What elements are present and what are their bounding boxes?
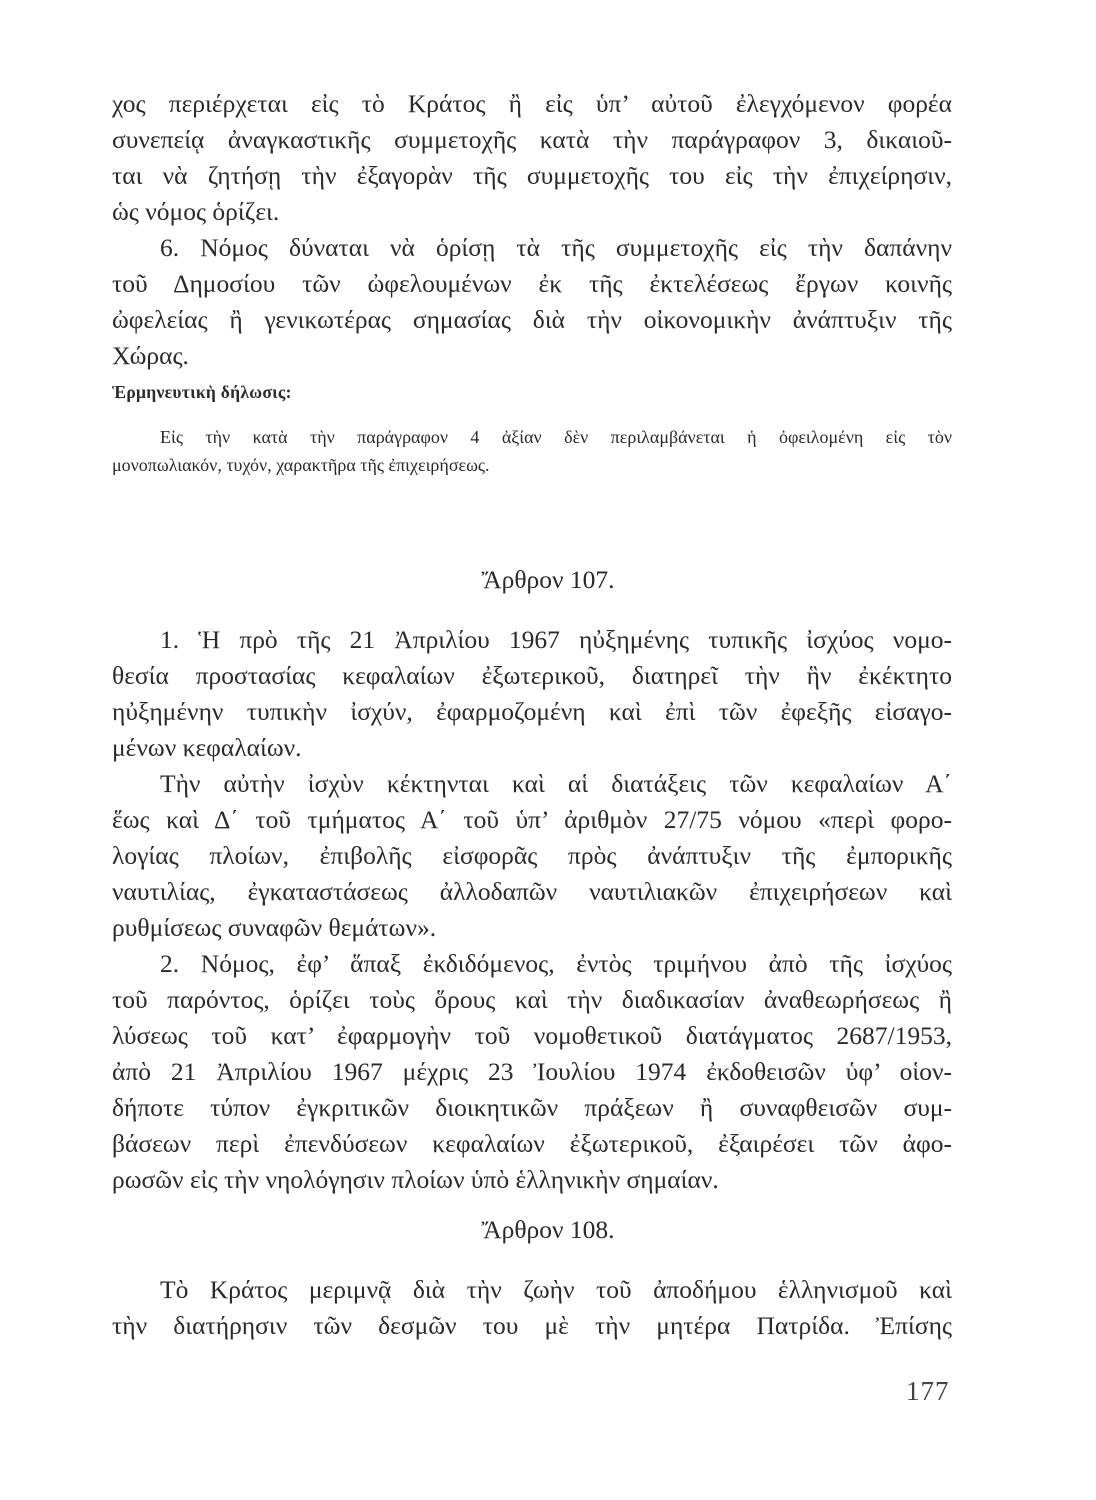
text-line: 2. Νόμος, ἐφ’ ἅπαξ ἐκδιδόμενος, ἐντὸς τριμήνου ἀπὸ τῆς ἰσχύος [160, 949, 952, 978]
text-line: 1. Ἡ πρὸ τῆς 21 Ἀπριλίου 1967 ηὐξημένης τυπικῆς ἰσχύος νομο- [160, 625, 952, 654]
text-line: ἀπὸ 21 Ἀπριλίου 1967 μέχρις 23 Ἰουλίου 1974 ἐκδοθεισῶν ὑφ’ οἱον- [112, 1057, 952, 1086]
text-line: δήποτε τύπον ἐγκριτικῶν διοικητικῶν πράξεων ἢ συναφθεισῶν συμ- [112, 1093, 952, 1122]
text-line: ναυτιλίας, ἐγκαταστάσεως ἀλλοδαπῶν ναυτιλιακῶν ἐπιχειρήσεων καὶ [112, 877, 952, 906]
text-line: Τὸ Κράτος μεριμνᾷ διὰ τὴν ζωὴν τοῦ ἀποδήμου ἑλληνισμοῦ καὶ [160, 1275, 952, 1304]
text-line: ὠφελείας ἢ γενικωτέρας σημασίας διὰ τὴν οἰκονομικὴν ἀνάπτυξιν τῆς [112, 305, 952, 334]
interpretive-note-heading: Ἑρμηνευτικὴ δήλωσις: [112, 382, 292, 402]
text-line: τοῦ παρόντος, ὁρίζει τοὺς ὅρους καὶ τὴν διαδικασίαν ἀναθεωρήσεως ἢ [112, 985, 952, 1014]
text-line: λύσεως τοῦ κατ’ ἐφαρμογὴν τοῦ νομοθετικοῦ διατάγματος 2687/1953, [112, 1021, 952, 1050]
article-107-title: Ἄρθρον 107. [481, 565, 615, 594]
text-line: ἕως καὶ Δ΄ τοῦ τμήματος Α΄ τοῦ ὑπ’ ἀριθμὸν 27/75 νόμου «περὶ φορο- [112, 805, 952, 834]
text-line: τοῦ Δημοσίου τῶν ὠφελουμένων ἐκ τῆς ἐκτελέσεως ἔργων κοινῆς [112, 269, 952, 298]
text-line: Τὴν αὐτὴν ἰσχὺν κέκτηνται καὶ αἱ διατάξεις τῶν κεφαλαίων Α΄ [160, 769, 952, 798]
page-number: 177 [906, 1376, 950, 1406]
article-108-title: Ἄρθρον 108. [481, 1215, 615, 1244]
text-line: ηὐξημένην τυπικὴν ἰσχύν, ἐφαρμοζομένη καὶ ἐπὶ τῶν ἐφεξῆς εἰσαγο- [112, 697, 952, 726]
note-line: μονοπωλιακόν, τυχόν, χαρακτῆρα τῆς ἐπιχειρήσεως. [112, 455, 490, 475]
text-line: 6. Νόμος δύναται νὰ ὁρίσῃ τὰ τῆς συμμετοχῆς εἰς τὴν δαπάνην [160, 233, 952, 262]
text-line: ρωσῶν εἰς τὴν νηολόγησιν πλοίων ὑπὸ ἑλληνικὴν σημαίαν. [112, 1165, 719, 1194]
text-line: θεσία προστασίας κεφαλαίων ἐξωτερικοῦ, διατηρεῖ τὴν ἣν ἐκέκτητο [112, 661, 952, 690]
text-line: λογίας πλοίων, ἐπιβολῆς εἰσφορᾶς πρὸς ἀνάπτυξιν τῆς ἐμπορικῆς [112, 841, 952, 870]
text-line: ὡς νόμος ὁρίζει. [112, 197, 280, 226]
text-line: μένων κεφαλαίων. [112, 733, 302, 762]
text-line: ται νὰ ζητήσῃ τὴν ἐξαγορὰν τῆς συμμετοχῆς του εἰς τὴν ἐπιχείρησιν, [112, 161, 952, 190]
text-line: Χώρας. [112, 341, 189, 370]
text-line: τὴν διατήρησιν τῶν δεσμῶν του μὲ τὴν μητέρα Πατρίδα. Ἐπίσης [112, 1311, 952, 1340]
text-line: χος περιέρχεται εἰς τὸ Κράτος ἢ εἰς ὑπ’ αὐτοῦ ἐλεγχόμενον φορέα [112, 89, 952, 118]
text-line: συνεπείᾳ ἀναγκαστικῆς συμμετοχῆς κατὰ τὴν παράγραφον 3, δικαιοῦ- [112, 125, 952, 154]
text-line: ρυθμίσεως συναφῶν θεμάτων». [112, 913, 437, 942]
text-line: βάσεων περὶ ἐπενδύσεων κεφαλαίων ἐξωτερικοῦ, ἐξαιρέσει τῶν ἀφο- [112, 1129, 952, 1158]
note-line: Εἰς τὴν κατὰ τὴν παράγραφον 4 ἀξίαν δὲν περιλαμβάνεται ἡ ὀφειλομένη εἰς τὸν [160, 427, 952, 447]
